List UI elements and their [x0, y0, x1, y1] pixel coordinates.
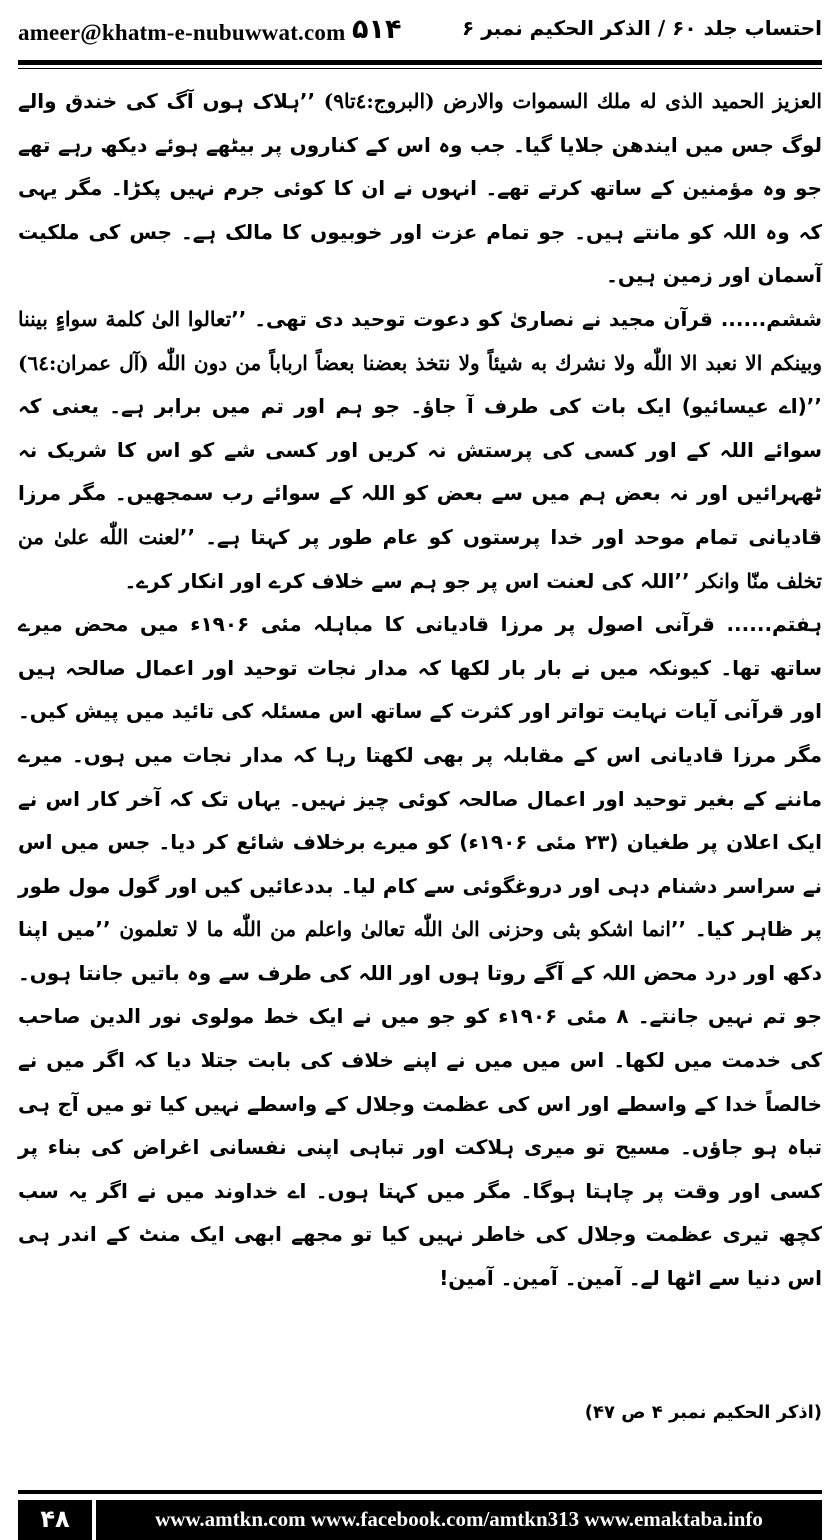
urdu-text: قرآن مجید نے نصاریٰ کو دعوت توحید دی تھی۔ ’’ [231, 306, 713, 331]
paragraph-seventh [18, 603, 822, 1301]
arabic-quote: لعنت اللّٰه علیٰ من تخلف منّا وانکر [18, 524, 822, 593]
paragraph-sixth [18, 298, 822, 603]
source-citation: (اذکر الحکیم نمبر ۴ ص ۴۷) [584, 1402, 822, 1423]
header-email[interactable]: ameer@khatm-e-nubuwwat.com [18, 20, 346, 45]
footer-rule [18, 1490, 822, 1494]
page-footer [0, 1490, 840, 1540]
header-rule-thin [18, 68, 822, 69]
arabic-quote: انما اشکو بثی وحزنی الیٰ اللّٰه تعالیٰ واعلم من اللّٰه ما لا تعلمون [119, 917, 671, 942]
header-page-number: ۵۱۴ [352, 14, 402, 45]
header-rule-thick [18, 60, 822, 65]
arabic-quote: تعالوا الیٰ کلمة سواءٍ بیننا وبینکم الا نعبد الا اللّٰه ولا نشرك به شیئاً ولا نتخذ بعضنا بعضاً ارباباً من دون اللّٰه (آل عمران:٦٤) [18, 306, 822, 375]
paragraph-quran-verse [18, 80, 822, 298]
urdu-text: قرآنی اصول پر مرزا قادیانی کا مباہلہ مئی ۱۹۰۶ء میں محض میرے ساتھ تھا۔ کیونکہ میں نے بار بار لکھا کہ مدار نجات توحید اور اعمال صالحہ ہیں اور قرآنی آیات نہایت تواتر اور کثرت کے ساتھ اس مسئلہ کی تائید میں پیش کیں۔ مگر مرزا قادیانی اس کے مقابلہ پر بھی لکھتا رہا کہ مدار نجات میں ہوں۔ میرے ماننے کے بغیر توحید اور اعمال صالحہ کوئی چیز نہیں۔ یہاں تک کہ آخر کار اس نے ایک اعلان پر طغیان (۲۳ مئی ۱۹۰۶ء) کو میرے برخلاف شائع کر دیا۔ جس میں اس نے سراسر دشنام دہی اور دروغگوئی سے کام لیا۔ بددعائیں کیں اور گول مول طور پر ظاہر کیا۔ ’’ [18, 612, 822, 942]
page-header [18, 12, 822, 54]
urdu-text: ’’(اے عیسائیو) ایک بات کی طرف آ جاؤ۔ جو ہم اور تم میں برابر ہے۔ یعنی کہ سوائے اللہ کے اور کسی کی پرستش نہ کریں اور کسی شے کو اس کا شریک نہ ٹھہرائیں اور نہ بعض ہم میں سے بعض کو اللہ کے سوائے رب سمجھیں۔ مگر مرزا قادیانی تمام موحد اور خدا پرستوں کو عام طور پر کہتا ہے۔ ’’ [18, 394, 822, 549]
running-title: احتساب جلد ۶۰ / الذکر الحکیم نمبر ۶ [462, 16, 822, 40]
footer-page-number: ۴۸ [18, 1500, 92, 1540]
section-label-sixth: ششم...... [712, 306, 822, 331]
footer-links[interactable]: www.amtkn.com www.facebook.com/amtkn313 www.emaktaba.info [96, 1500, 822, 1540]
urdu-text: ’’ہلاک ہوں آگ کی خندق والے لوگ جس میں ایندھن جلایا گیا۔ جب وہ اس کے کناروں پر بیٹھے ہوئے دیکھ رہے تھے جو وہ مؤمنین کے ساتھ کرتے تھے۔ انہوں نے ان کا کوئی جرم نہیں پکڑا۔ مگر یہی کہ وہ اللہ کو مانتے ہیں۔ جو تمام عزت اور خوبیوں کا مالک ہے۔ جس کی ملکیت آسمان اور زمین ہیں۔ [18, 89, 822, 288]
body-text [18, 80, 822, 1301]
arabic-quote: العزیز الحمید الذی له ملك السموات والارض (البروج:٤تا٩) [323, 89, 822, 113]
urdu-text: ’’اللہ کی لعنت اس پر جو ہم سے خلاف کرے اور انکار کرے۔ [124, 568, 697, 593]
section-label-seventh: ہفتم...... [714, 612, 822, 637]
urdu-text: ’’میں اپنا دکھ اور درد محض اللہ کے آگے روتا ہوں اور اللہ کی طرف سے وہ باتیں جانتا ہوں۔ جو تم نہیں جانتے۔ ۸ مئی ۱۹۰۶ء کو جو میں نے ایک خط مولوی نور الدین صاحب کی خدمت میں لکھا۔ اس میں میں نے اپنے خلاف کی بابت جتلا دیا کہ اگر میں نے خالصاً خدا کے واسطے اور اس کی عظمت وجلال کے واسطے نہیں کیا تو میں آج ہی تباہ ہو جاؤں۔ مسیح تو میری ہلاکت اور تباہی اپنی نفسانی اغراض کی بناء پر کسی اور وقت پر چاہتا ہوگا۔ مگر میں کہتا ہوں۔ اے خداوند میں نے اگر یہ سب کچھ تیری عظمت وجلال کی خاطر نہیں کیا تو مجھے ابھی ایک منٹ کے اندر ہی اس دنیا سے اٹھا لے۔ آمین۔ آمین۔ آمین! [18, 917, 822, 1291]
